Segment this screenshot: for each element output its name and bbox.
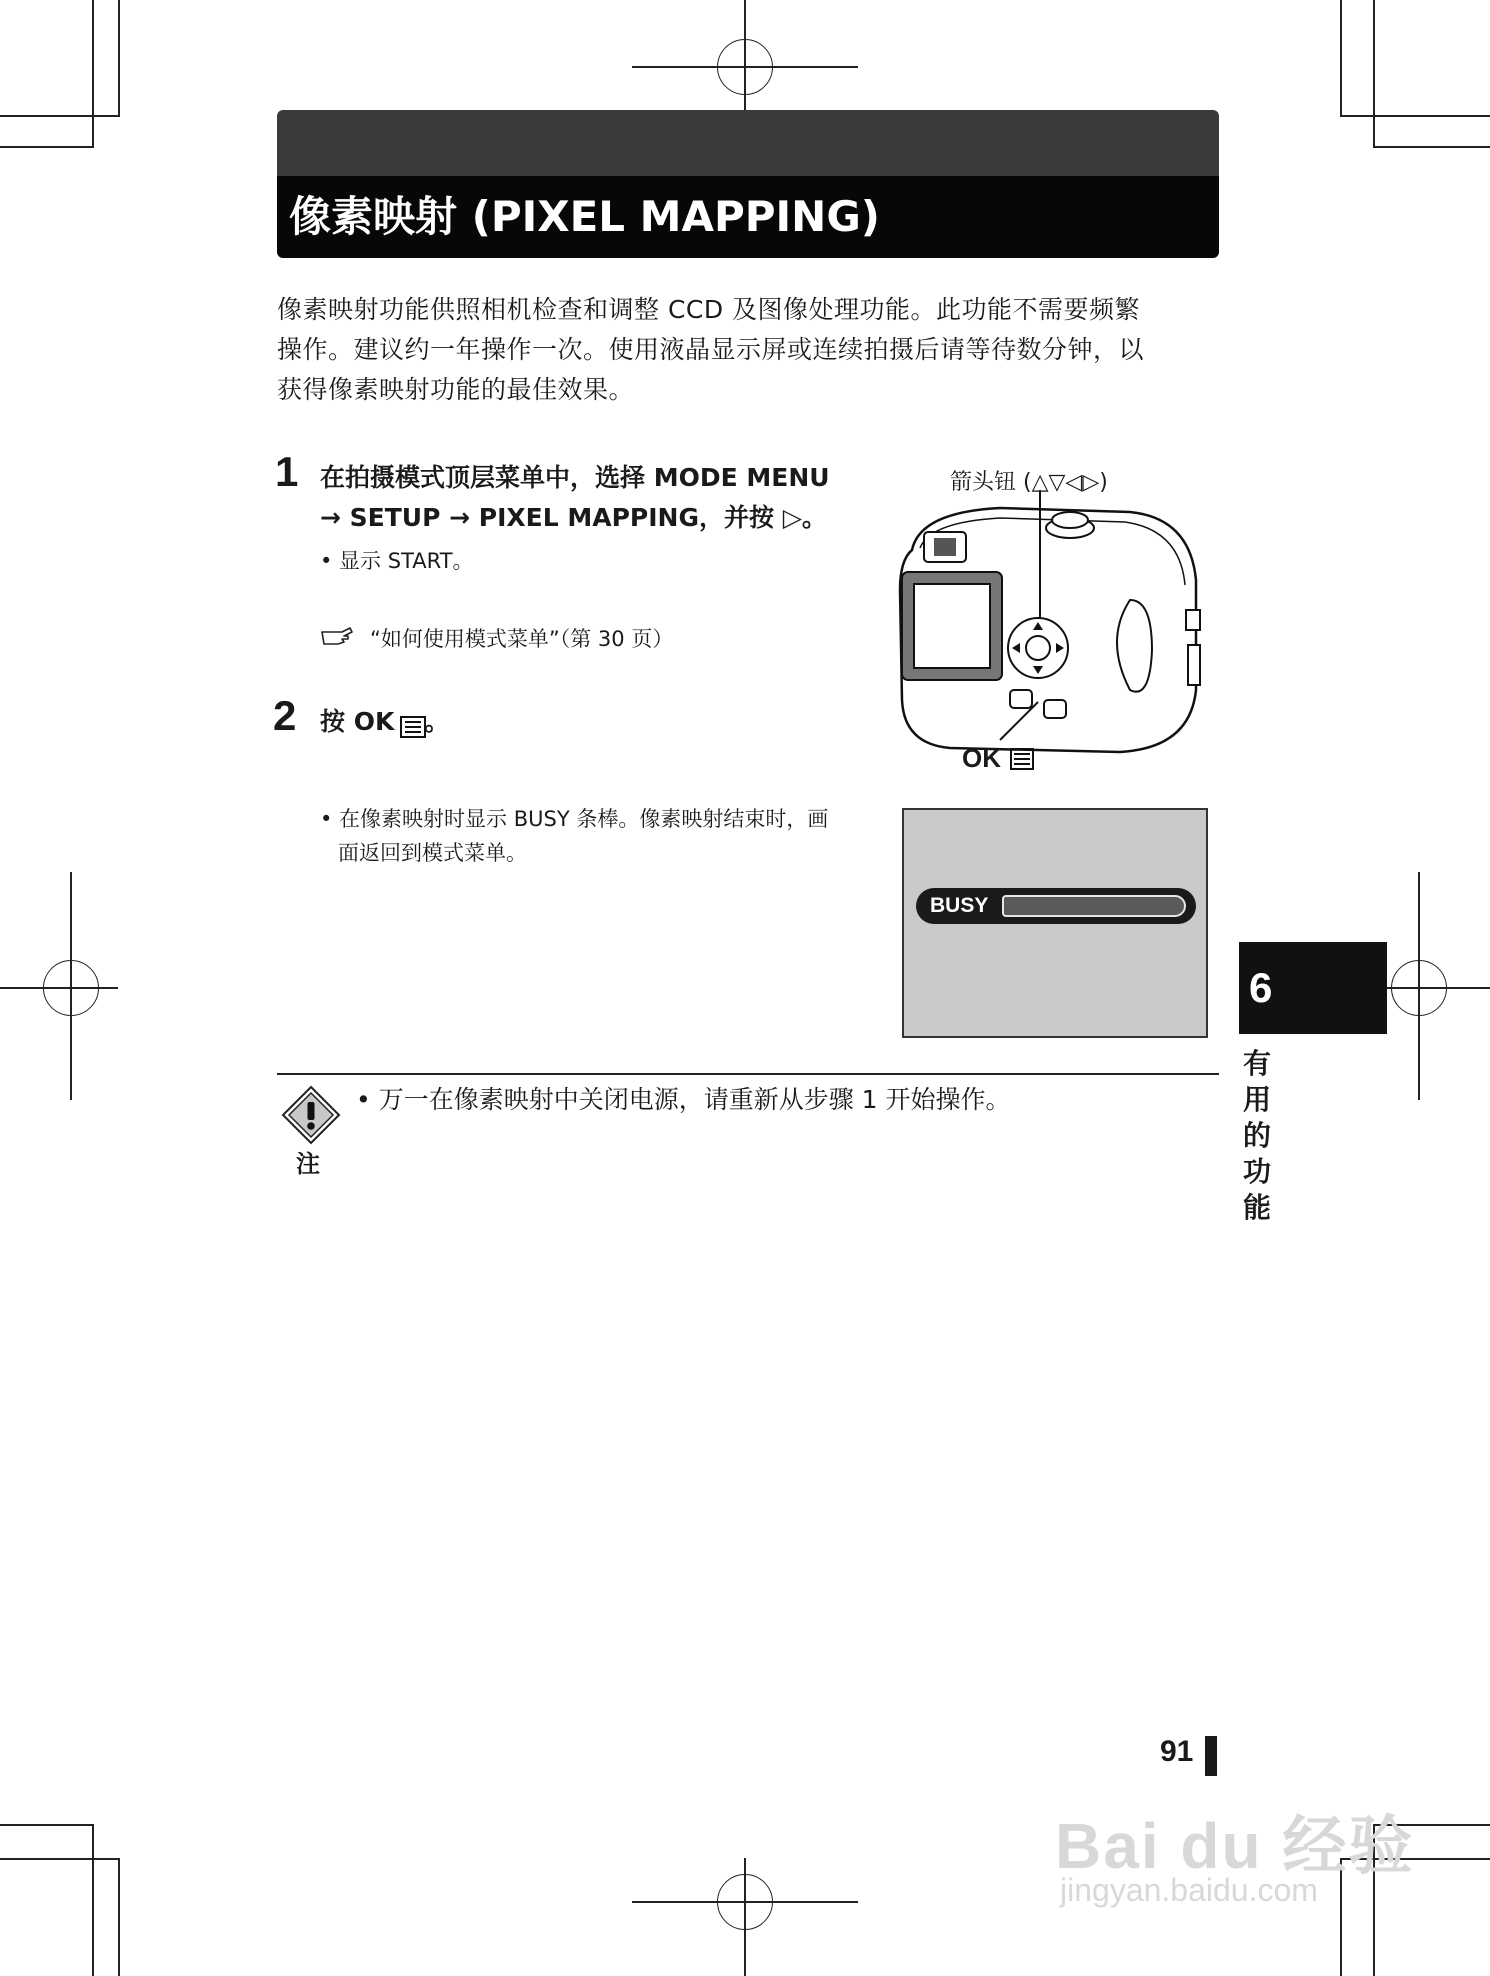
step-1-instruction bbox=[320, 458, 830, 538]
intro-paragraph bbox=[277, 290, 1222, 410]
camera-illustration bbox=[890, 490, 1210, 770]
page-title: 像素映射 (PIXEL MAPPING) bbox=[277, 176, 1219, 258]
caution-diamond-icon bbox=[280, 1084, 342, 1146]
chapter-tab: 6 bbox=[1239, 942, 1387, 1034]
step-2-bullet-line: • 在像素映射时显示 BUSY 条棒。像素映射结束时，画 bbox=[320, 807, 829, 831]
chapter-label-char: 用 bbox=[1242, 1083, 1271, 1116]
arrow-buttons-label: 箭头钮 (△▽◁▷) bbox=[950, 470, 1108, 495]
step-1-reference: “如何使用模式菜单”（第 30 页） bbox=[370, 627, 674, 651]
ok-button-label bbox=[962, 743, 1034, 777]
crop-mark bbox=[118, 0, 120, 115]
crop-mark bbox=[0, 1824, 94, 1826]
menu-list-icon bbox=[1010, 746, 1034, 777]
chapter-label-char: 能 bbox=[1242, 1191, 1271, 1224]
crop-mark bbox=[118, 1858, 120, 1976]
ok-label-text: OK bbox=[962, 743, 1001, 773]
step-2-bullet-line: 面返回到模式菜单。 bbox=[338, 841, 527, 865]
menu-list-icon bbox=[400, 710, 426, 732]
crop-mark bbox=[1340, 0, 1342, 115]
crop-mark bbox=[92, 1824, 94, 1976]
title-band-top bbox=[277, 110, 1219, 176]
step-1-number: 1 bbox=[275, 448, 299, 495]
page-number: 91 bbox=[1160, 1735, 1194, 1768]
step-2-bullet bbox=[320, 802, 880, 870]
crop-mark bbox=[1373, 0, 1375, 148]
note-divider bbox=[277, 1073, 1219, 1075]
step-1-line: 在拍摄模式顶层菜单中，选择 MODE MENU bbox=[320, 463, 830, 492]
busy-progress-bar bbox=[916, 888, 1196, 924]
busy-label: BUSY bbox=[930, 894, 989, 917]
step-2-number: 2 bbox=[273, 692, 297, 739]
intro-line: 获得像素映射功能的最佳效果。 bbox=[277, 375, 635, 404]
reference-hand-icon bbox=[320, 622, 354, 652]
note-text: • 万一在像素映射中关闭电源，请重新从步骤 1 开始操作。 bbox=[356, 1085, 1011, 1114]
crop-mark bbox=[92, 0, 94, 148]
step-1-line: → SETUP → PIXEL MAPPING，并按 ▷。 bbox=[320, 503, 827, 532]
step-1-bullet: • 显示 START。 bbox=[320, 549, 474, 573]
note-label: 注 bbox=[296, 1150, 320, 1178]
watermark-brand: Bai du 经验 bbox=[1055, 1810, 1415, 1882]
chapter-label bbox=[1240, 1046, 1274, 1226]
crop-mark bbox=[1373, 146, 1490, 148]
crop-mark bbox=[0, 1858, 120, 1860]
chapter-label-char: 有 bbox=[1242, 1047, 1271, 1080]
step-2-instruction: 按 OK 。 bbox=[320, 707, 450, 736]
crop-mark bbox=[0, 146, 94, 148]
chapter-label-char: 功 bbox=[1242, 1155, 1271, 1188]
watermark-url: jingyan.baidu.com bbox=[1060, 1872, 1318, 1908]
chapter-label-char: 的 bbox=[1242, 1119, 1271, 1152]
lcd-busy-screen bbox=[902, 808, 1208, 1038]
step-2-text: 按 OK bbox=[320, 707, 395, 736]
crop-mark bbox=[1340, 115, 1490, 117]
busy-progress-track bbox=[1002, 895, 1186, 917]
page-number-bar bbox=[1205, 1736, 1217, 1776]
intro-line: 像素映射功能供照相机检查和调整 CCD 及图像处理功能。此功能不需要频繁 bbox=[277, 295, 1141, 324]
title-band bbox=[277, 110, 1219, 258]
crop-mark bbox=[0, 115, 120, 117]
intro-line: 操作。建议约一年操作一次。使用液晶显示屏或连续拍摄后请等待数分钟，以 bbox=[277, 335, 1145, 364]
